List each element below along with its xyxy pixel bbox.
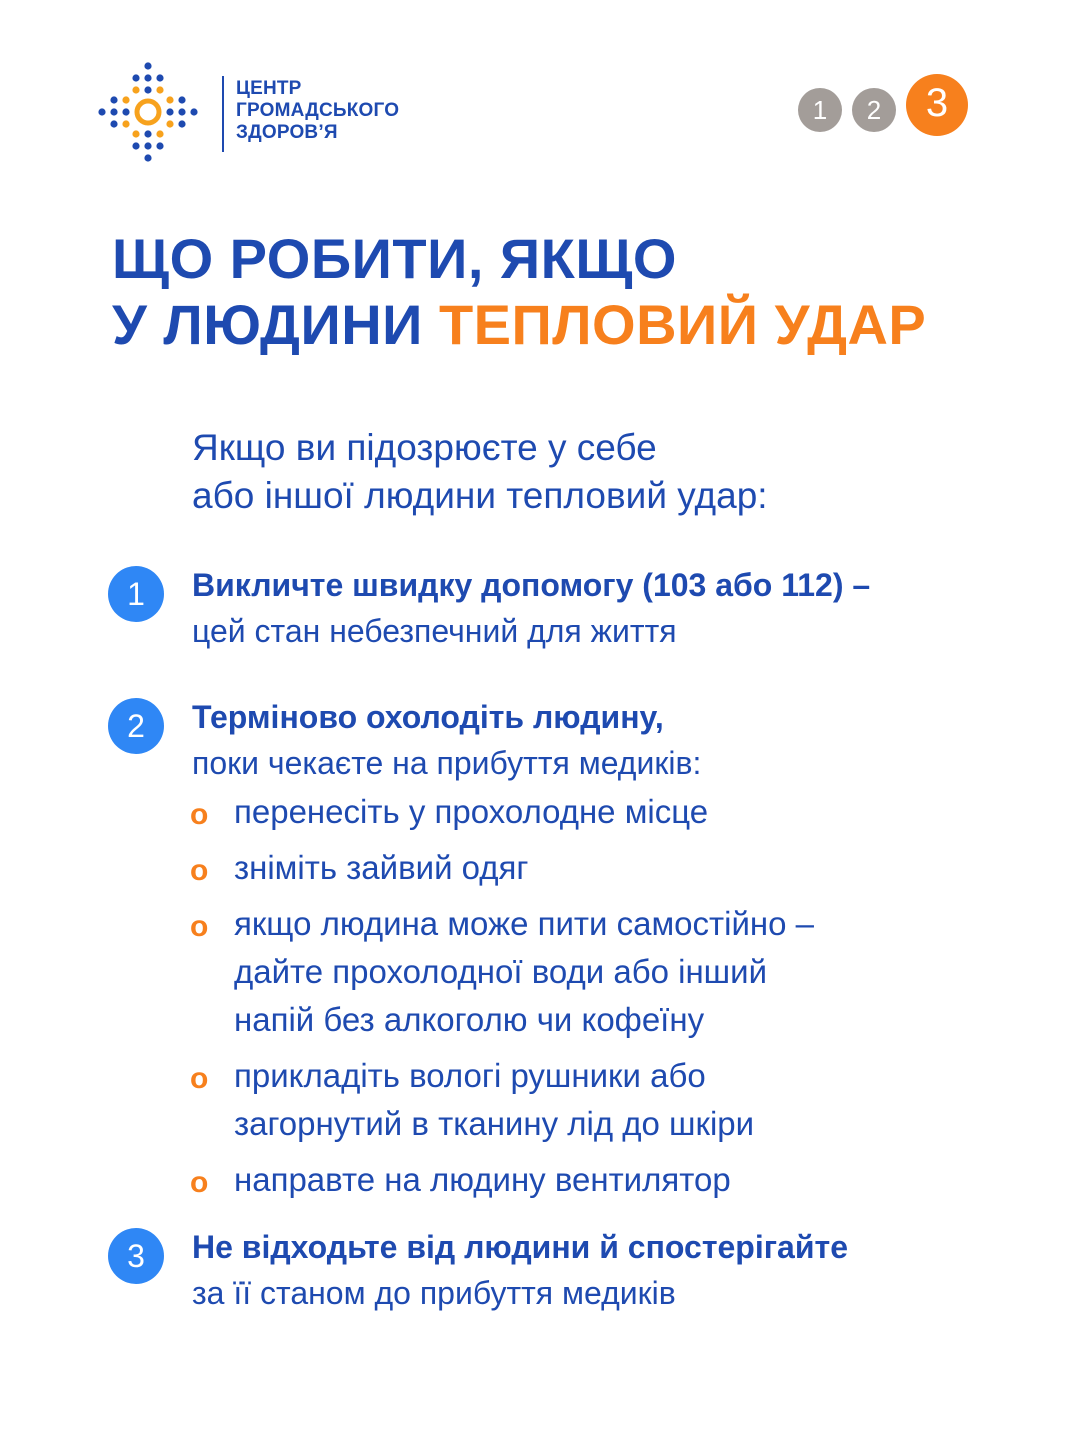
logo-dot	[132, 86, 139, 93]
intro-text	[192, 424, 768, 520]
logo-dot	[144, 86, 151, 93]
list-item	[190, 1156, 814, 1204]
dotted-cross-logo-icon	[98, 62, 198, 162]
intro-line-2: або іншої людини тепловий удар:	[192, 475, 768, 516]
logo-dot	[98, 108, 105, 115]
title-line-2-prefix: У ЛЮДИНИ	[112, 293, 439, 356]
logo-dot	[178, 108, 185, 115]
page-title	[112, 226, 926, 358]
logo-dot	[144, 74, 151, 81]
logo-text	[236, 78, 399, 144]
logo-dot	[122, 96, 129, 103]
step-number-1: 1	[108, 566, 164, 622]
logo-line-3: ЗДОРОВ’Я	[236, 122, 338, 143]
logo-dot	[156, 142, 163, 149]
logo-dot	[166, 96, 173, 103]
title-line-2	[112, 292, 926, 358]
logo-dot	[178, 120, 185, 127]
step-2-body	[192, 694, 701, 786]
logo-dot	[110, 108, 117, 115]
step-number-2: 2	[108, 698, 164, 754]
bullet-line: якщо людина може пити самостійно –	[234, 905, 814, 942]
logo-dot	[144, 130, 151, 137]
title-accent: ТЕПЛОВИЙ УДАР	[438, 293, 927, 356]
bullet-marker: o	[190, 910, 209, 943]
logo-line-1: ЦЕНТР	[236, 78, 302, 99]
logo-line-2: ГРОМАДСЬКОГО	[236, 100, 400, 121]
bullet-line: зніміть зайвий одяг	[234, 849, 529, 886]
logo-dot	[144, 62, 151, 69]
logo-dot	[166, 108, 173, 115]
logo-dot	[156, 86, 163, 93]
logo-divider	[222, 76, 224, 152]
logo-dot	[110, 120, 117, 127]
step-number-3: 3	[108, 1228, 164, 1284]
list-item	[190, 788, 814, 836]
logo	[98, 62, 398, 162]
logo-dot	[122, 108, 129, 115]
page-dot-1: 1	[798, 88, 842, 132]
bullet-line: загорнутий в тканину лід до шкіри	[234, 1105, 755, 1142]
step-3-heading: Не відходьте від людини й спостерігайте	[192, 1229, 848, 1265]
logo-dot	[122, 120, 129, 127]
bullet-line: перенесіть у прохолодне місце	[234, 793, 709, 830]
bullet-marker: o	[190, 854, 209, 887]
step-1-body	[192, 562, 870, 654]
logo-dot	[166, 120, 173, 127]
step-2-heading: Терміново охолодіть людину,	[192, 699, 664, 735]
step-3-text: за її станом до прибуття медиків	[192, 1275, 676, 1311]
step-2-text: поки чекаєте на прибуття медиків:	[192, 745, 702, 781]
bullet-marker: o	[190, 1062, 209, 1095]
bullet-line: направте на людину вентилятор	[234, 1161, 731, 1198]
list-item	[190, 844, 814, 892]
step-1-text: цей стан небезпечний для життя	[192, 613, 677, 649]
bullet-line: дайте прохолодної води або інший	[234, 953, 768, 990]
page-dot-3-active: 3	[906, 74, 968, 136]
title-line-1: ЩО РОБИТИ, ЯКЩО	[112, 227, 677, 290]
logo-dot	[144, 154, 151, 161]
bullet-line: прикладіть вологі рушники або	[234, 1057, 706, 1094]
page-indicator	[798, 74, 978, 140]
bullet-line: напій без алкоголю чи кофеїну	[234, 1001, 705, 1038]
logo-dot	[144, 142, 151, 149]
logo-dot	[132, 74, 139, 81]
page-dot-2: 2	[852, 88, 896, 132]
list-item	[190, 900, 814, 1044]
list-item	[190, 1052, 814, 1148]
logo-dot	[190, 108, 197, 115]
step-3-body	[192, 1224, 848, 1316]
step-2-bullet-list	[190, 788, 814, 1212]
logo-dot	[132, 130, 139, 137]
logo-dot	[156, 130, 163, 137]
logo-dot	[156, 74, 163, 81]
logo-dot	[178, 96, 185, 103]
logo-dot	[132, 142, 139, 149]
logo-dot	[110, 96, 117, 103]
intro-line-1: Якщо ви підозрюєте у себе	[192, 427, 657, 468]
step-1-heading: Викличте швидку допомогу (103 або 112) –	[192, 567, 871, 603]
bullet-marker: o	[190, 798, 209, 831]
bullet-marker: o	[190, 1166, 209, 1199]
